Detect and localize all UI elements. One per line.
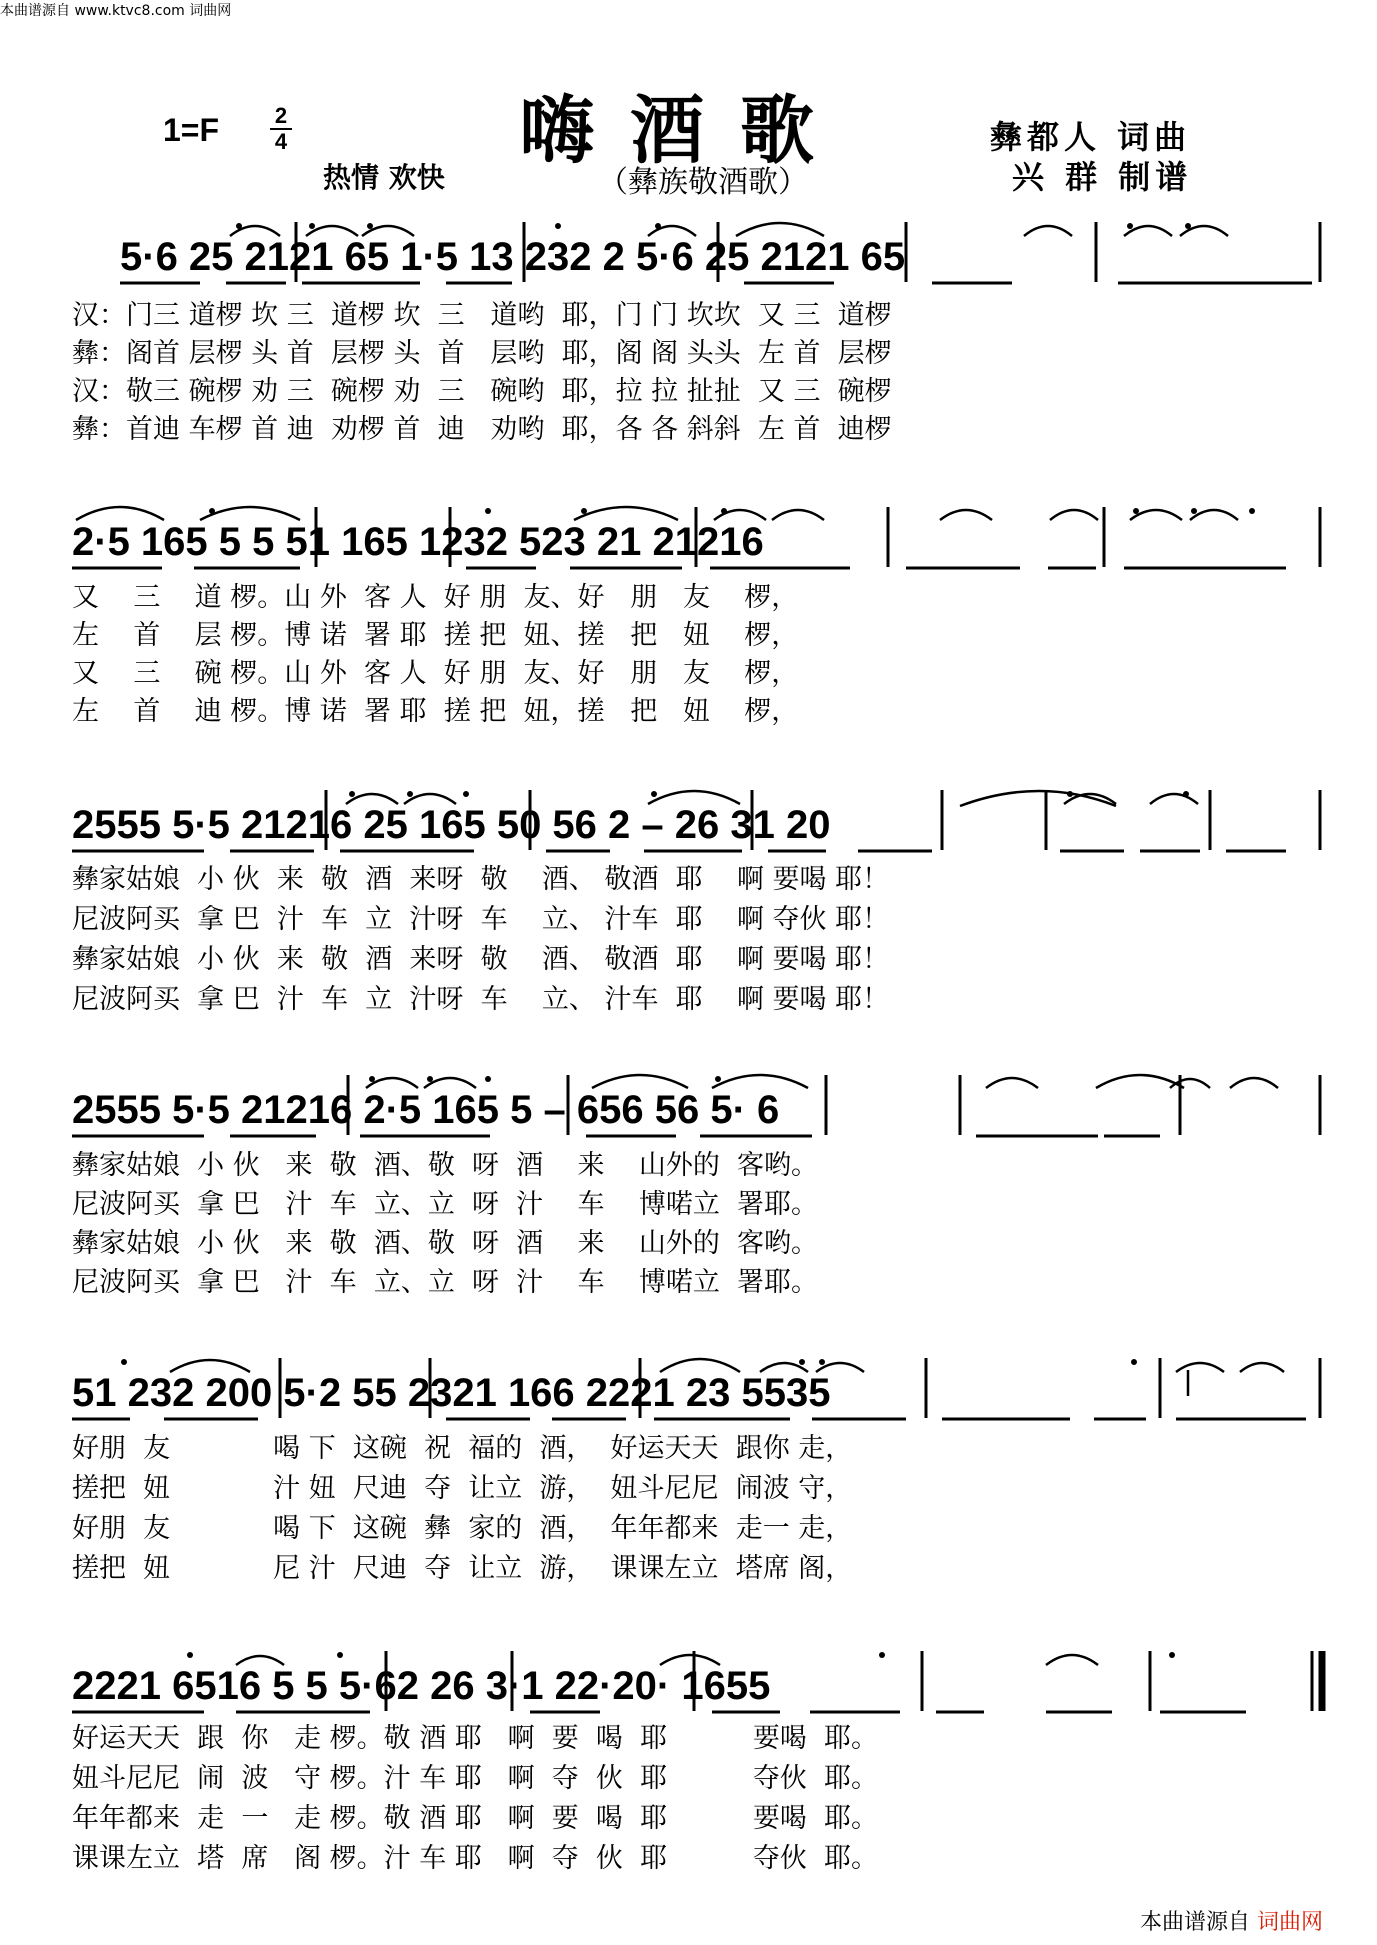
source-bottom-link[interactable]	[1140, 1905, 1323, 1936]
lyric-line: 年年都来 走 一 走 椤。敬 酒 耶 啊 要 喝 耶 要喝 耶。	[72, 1803, 879, 1834]
octave-dots	[121, 223, 1255, 1658]
lyric-line: 汉：门三 道椤 坎 三 道椤 坎 三 道哟 耶，门 门 坎坎 又 三 道椤	[72, 300, 892, 331]
lyric-line: 尼波阿买 拿 巴 汁 车 立 汁呀 车 立、 汁车 耶 啊 要喝 耶！	[72, 984, 890, 1015]
source-top-link[interactable]: 本曲谱源自 www.ktvc8.com 词曲网	[0, 3, 232, 19]
lyric-line: 搓把 妞 汁 妞 尺迪 夺 让立 游， 妞斗尼尼 闹波 守，	[72, 1473, 853, 1504]
lyric-line: 好运天天 跟 你 走 椤。敬 酒 耶 啊 要 喝 耶 要喝 耶。	[72, 1723, 879, 1754]
notes-line-3: 2555 5·5 21216 25 165 50 56 2 – 26 31 20	[72, 803, 831, 847]
lyric-line: 彝家姑娘 小 伙 来 敬 酒 来呀 敬 酒、 敬酒 耶 啊 要喝 耶！	[72, 864, 890, 895]
slur-arcs	[76, 223, 1284, 1665]
notes-line-5: 51 232 200 5·2 55 2321 166 2221 23 5535	[72, 1371, 831, 1415]
song-subtitle: （彝族敬酒歌）	[598, 165, 808, 200]
lyric-line: 彝：阁首 层椤 头 首 层椤 头 首 层哟 耶，阁 阁 头头 左 首 层椤	[72, 338, 892, 369]
time-signature-bottom: 4	[274, 129, 288, 154]
tempo-marking: 热情 欢快	[323, 161, 445, 194]
lyric-line: 彝家姑娘 小 伙 来 敬 酒、敬 呀 酒 来 山外的 客哟。	[72, 1228, 818, 1259]
credit-lyrics-music: 彝都人 词曲	[990, 118, 1192, 156]
lyric-line: 汉：敬三 碗椤 劝 三 碗椤 劝 三 碗哟 耶，拉 拉 扯扯 又 三 碗椤	[72, 376, 892, 407]
lyric-line: 左 首 迪 椤。博 诺 署 耶 搓 把 妞，搓 把 妞 椤，	[72, 696, 799, 727]
lyric-line: 彝家姑娘 小 伙 来 敬 酒 来呀 敬 酒、 敬酒 耶 啊 要喝 耶！	[72, 944, 890, 975]
lyric-line: 尼波阿买 拿 巴 汁 车 立、立 呀 汁 车 博喏立 署耶。	[72, 1189, 818, 1220]
barlines	[280, 222, 1322, 1711]
lyric-line: 又 三 碗 椤。山 外 客 人 好 朋 友、好 朋 友 椤，	[72, 658, 799, 689]
lyric-line: 妞斗尼尼 闹 波 守 椤。汁 车 耶 啊 夺 伙 耶 夺伙 耶。	[72, 1763, 879, 1794]
lyric-line: 好朋 友 喝 下 这碗 祝 福的 酒， 好运天天 跟你 走，	[72, 1433, 853, 1464]
lyric-line: 课课左立 塔 席 阁 椤。汁 车 耶 啊 夺 伙 耶 夺伙 耶。	[72, 1843, 879, 1874]
key-signature: 1=F	[163, 112, 220, 148]
lyric-line: 彝家姑娘 小 伙 来 敬 酒、敬 呀 酒 来 山外的 客哟。	[72, 1150, 818, 1181]
notes-line-2: 2·5 165 5 5 51 165 1232 523 21 21216	[72, 520, 764, 564]
site-name: 词曲网	[1257, 1910, 1324, 1935]
lyric-line: 又 三 道 椤。山 外 客 人 好 朋 友、好 朋 友 椤，	[72, 582, 799, 613]
time-signature-top: 2	[274, 103, 288, 128]
lyric-line: 搓把 妞 尼 汁 尺迪 夺 让立 游， 课课左立 塔席 阁，	[72, 1553, 853, 1584]
beam-underlines	[72, 283, 1312, 1712]
lyric-line: 尼波阿买 拿 巴 汁 车 立、立 呀 汁 车 博喏立 署耶。	[72, 1267, 818, 1298]
notes-line-4: 2555 5·5 21216 2·5 165 5 – 656 56 5· 6	[72, 1088, 780, 1132]
song-title: 嗨酒歌	[520, 88, 850, 174]
source-label: 本曲谱源自	[1140, 1910, 1251, 1935]
lyric-line: 好朋 友 喝 下 这碗 彝 家的 酒， 年年都来 走一 走，	[72, 1513, 853, 1544]
lyric-line: 彝：首迪 车椤 首 迪 劝椤 首 迪 劝哟 耶，各 各 斜斜 左 首 迪椤	[72, 414, 892, 445]
lyric-line: 左 首 层 椤。博 诺 署 耶 搓 把 妞、搓 把 妞 椤，	[72, 620, 799, 651]
credit-score-maker: 兴 群 制谱	[1012, 158, 1193, 196]
notes-line-6: 2221 6516 5 5 5·62 26 3·1 22·20· 1655	[72, 1664, 771, 1708]
lyric-line: 尼波阿买 拿 巴 汁 车 立 汁呀 车 立、 汁车 耶 啊 夺伙 耶！	[72, 904, 890, 935]
notes-line-1: 5·6 25 2121 65 1·5 13 232 2 5·6 25 2121 65	[120, 235, 906, 279]
